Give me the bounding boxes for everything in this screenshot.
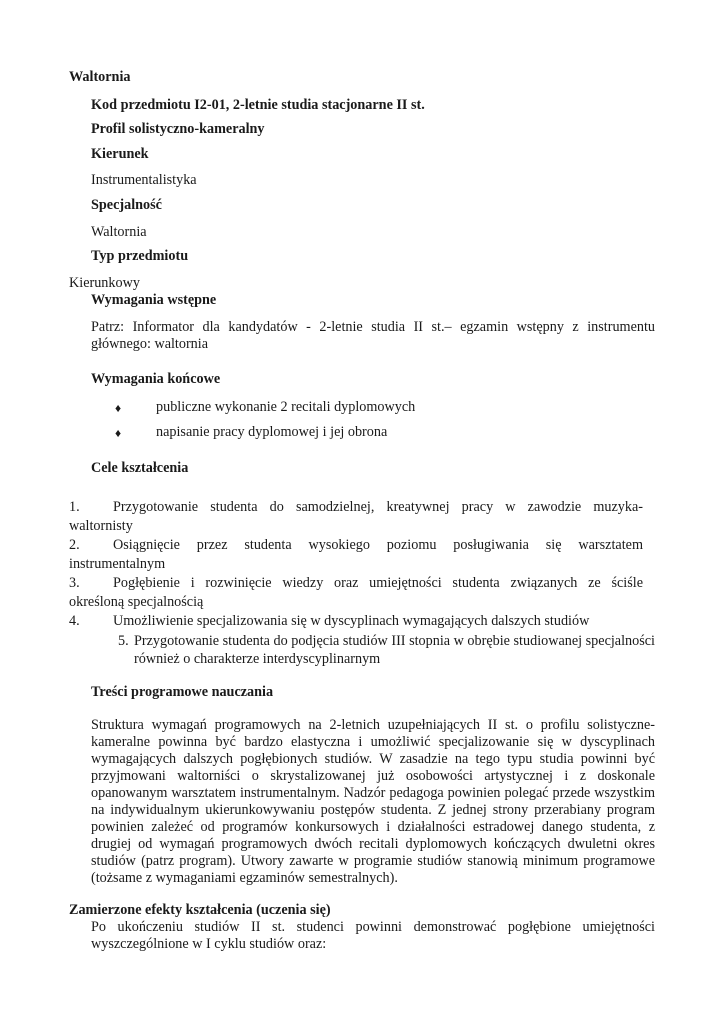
efekty-text: Po ukończeniu studiów II st. studenci powinni demonstrować pogłębione umiejętności wyszczególnione w I cyklu studiów oraz: xyxy=(91,919,655,952)
cele-label: Cele kształcenia xyxy=(91,460,189,476)
list-item xyxy=(69,613,643,630)
list-item-text-continued: instrumentalnym xyxy=(69,556,166,572)
list-item-text: Przygotowanie studenta do samodzielnej, kreatywnej pracy w zawodzie muzyka- xyxy=(113,499,643,515)
list-item xyxy=(91,424,655,441)
list-item-text: Umożliwienie specjalizowania się w dyscyplinach wymagających dalszych studiów xyxy=(113,613,590,629)
diamond-bullet-icon: ♦ xyxy=(115,426,122,440)
diamond-bullet-icon: ♦ xyxy=(115,401,122,415)
course-code: Kod przedmiotu I2-01, 2-letnie studia stacjonarne II st. xyxy=(91,97,425,113)
profile-heading: Profil solistyczno-kameralny xyxy=(91,121,265,137)
list-item xyxy=(69,499,643,535)
list-item-text-continued: również o charakterze interdyscyplinarnym xyxy=(134,651,381,667)
kierunek-label: Kierunek xyxy=(91,146,149,162)
tresci-text: Struktura wymagań programowych na 2-letnich uzupełniających II st. o profilu solistyczne-kameralne powinna być bardzo elastyczna i umożliwić specjalizowanie się w dyscyplinach wymagających dalszych pogłębionych studiów. W zasadzie na tego typu studia powinni być przyjmowani waltorniści o skrystalizowanej już osobowości artystycznej i z doskonale opanowanym warsztatem instrumentalnym. Nadzór pedagoga powinien polegać przede wszystkim na indywidualnym ukierunkowywaniu postępów studenta. Z jednej strony przerabiany program powinien zależeć od programów konkursowych i działalności estradowej danego studenta, z drugiej od wymagań programowych dwóch recitali dyplomowych kończących dwuletni okres studiów (patrz program). Utwory zawarte w programie studiów stanowią minimum programowe (tożsame z wymaganiami egzaminów semestralnych). xyxy=(91,717,655,886)
typ-przedmiotu-value: Kierunkowy xyxy=(69,275,140,291)
wymagania-koncowe-label: Wymagania końcowe xyxy=(91,371,221,387)
list-number: 1. xyxy=(69,499,80,515)
page-title: Waltornia xyxy=(69,69,131,85)
kierunek-value: Instrumentalistyka xyxy=(91,172,197,188)
list-item xyxy=(69,537,643,573)
list-item xyxy=(69,575,643,611)
list-item-text: publiczne wykonanie 2 recitali dyplomowych xyxy=(156,399,416,415)
list-item-text-continued: określoną specjalnością xyxy=(69,594,204,610)
list-item-text: Osiągnięcie przez studenta wysokiego poziomu posługiwania się warsztatem xyxy=(113,537,643,553)
list-item-text: napisanie pracy dyplomowej i jej obrona xyxy=(156,424,388,440)
specjalnosc-label: Specjalność xyxy=(91,197,162,213)
efekty-label: Zamierzone efekty kształcenia (uczenia się) xyxy=(69,902,331,918)
list-item-text-continued: waltornisty xyxy=(69,518,133,534)
list-number: 5. xyxy=(118,633,129,649)
list-item xyxy=(91,633,655,669)
list-item-text: Przygotowanie studenta do podjęcia studiów III stopnia w obrębie studiowanej specjalności xyxy=(134,633,655,649)
wymagania-wstepne-text: Patrz: Informator dla kandydatów - 2-letnie studia II st.– egzamin wstępny z instrumentu głównego: waltornia xyxy=(91,319,655,352)
tresci-label: Treści programowe nauczania xyxy=(91,684,274,700)
list-number: 4. xyxy=(69,613,80,629)
wymagania-wstepne-label: Wymagania wstępne xyxy=(91,292,217,308)
list-item-text: Pogłębienie i rozwinięcie wiedzy oraz umiejętności studenta związanych ze ściśle xyxy=(113,575,643,591)
specjalnosc-value: Waltornia xyxy=(91,224,147,240)
list-number: 2. xyxy=(69,537,80,553)
list-number: 3. xyxy=(69,575,80,591)
list-item xyxy=(91,399,655,416)
typ-przedmiotu-label: Typ przedmiotu xyxy=(91,248,189,264)
